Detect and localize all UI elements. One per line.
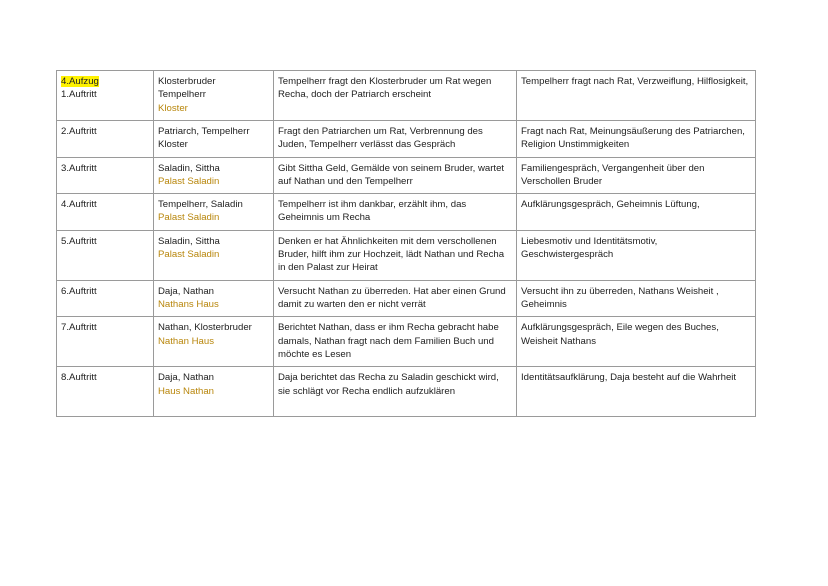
location-label: Kloster bbox=[158, 102, 188, 114]
auftritt-label: 5.Auftritt bbox=[61, 235, 97, 247]
location-label: Haus Nathan bbox=[158, 385, 214, 397]
person-line: Tempelherr bbox=[158, 89, 206, 101]
content-text: Berichtet Nathan, dass er ihm Recha gebracht habe damals, Nathan fragt nach dem Familien Buch und möchte es Lesen bbox=[278, 322, 499, 360]
person-line: Daja, Nathan bbox=[158, 372, 214, 384]
theme-cell bbox=[517, 317, 756, 367]
person-line: Tempelherr, Saladin bbox=[158, 199, 243, 211]
auftritt-cell bbox=[57, 71, 154, 121]
theme-cell bbox=[517, 71, 756, 121]
scene-overview-table bbox=[56, 70, 756, 417]
content-text: Versucht Nathan zu überreden. Hat aber einen Grund damit zu warten den er nicht verrät bbox=[278, 285, 506, 311]
persons-cell bbox=[154, 71, 274, 121]
auftritt-cell bbox=[57, 367, 154, 417]
person-line: Saladin, Sittha bbox=[158, 162, 220, 174]
table-row bbox=[57, 194, 756, 231]
auftritt-label: 6.Auftritt bbox=[61, 285, 97, 297]
theme-text: Versucht ihn zu überreden, Nathans Weisheit , Geheimnis bbox=[521, 285, 719, 311]
persons-cell bbox=[154, 367, 274, 417]
content-cell bbox=[274, 367, 517, 417]
theme-text: Tempelherr fragt nach Rat, Verzweiflung, Hilflosigkeit, bbox=[521, 76, 749, 87]
auftritt-label: 7.Auftritt bbox=[61, 322, 97, 334]
location-label: Nathans Haus bbox=[158, 299, 219, 311]
theme-cell bbox=[517, 280, 756, 317]
aufzug-label: 4.Aufzug bbox=[61, 76, 99, 87]
auftritt-label: 8.Auftritt bbox=[61, 372, 97, 384]
content-cell bbox=[274, 280, 517, 317]
person-line: Klosterbruder bbox=[158, 76, 216, 87]
auftritt-cell bbox=[57, 317, 154, 367]
table-row bbox=[57, 71, 756, 121]
theme-text: Fragt nach Rat, Meinungsäußerung des Patriarchen, Religion Unstimmigkeiten bbox=[521, 126, 745, 151]
person-line: Saladin, Sittha bbox=[158, 235, 220, 247]
auftritt-cell bbox=[57, 230, 154, 280]
person-line: Nathan, Klosterbruder bbox=[158, 322, 252, 334]
auftritt-cell bbox=[57, 194, 154, 231]
table-row bbox=[57, 121, 756, 158]
table-row bbox=[57, 317, 756, 367]
location-label: Palast Saladin bbox=[158, 175, 220, 187]
content-cell bbox=[274, 194, 517, 231]
table-row bbox=[57, 157, 756, 194]
persons-cell bbox=[154, 230, 274, 280]
content-text: Tempelherr fragt den Klosterbruder um Rat wegen Recha, doch der Patriarch erscheint bbox=[278, 76, 492, 101]
theme-text: Aufklärungsgespräch, Geheimnis Lüftung, bbox=[521, 199, 700, 211]
theme-text: Liebesmotiv und Identitätsmotiv, Geschwistergespräch bbox=[521, 235, 658, 261]
location-label: Palast Saladin bbox=[158, 212, 220, 224]
content-text: Daja berichtet das Recha zu Saladin geschickt wird, sie schlägt vor Recha endlich aufzuklären bbox=[278, 372, 499, 397]
person-line: Patriarch, Tempelherr bbox=[158, 126, 250, 137]
auftritt-cell bbox=[57, 157, 154, 194]
auftritt-cell bbox=[57, 121, 154, 158]
table-row bbox=[57, 230, 756, 280]
theme-text: Identitätsaufklärung, Daja besteht auf die Wahrheit bbox=[521, 372, 737, 384]
content-cell bbox=[274, 230, 517, 280]
theme-cell bbox=[517, 367, 756, 417]
persons-cell bbox=[154, 157, 274, 194]
content-text: Gibt Sittha Geld, Gemälde von seinem Bruder, wartet auf Nathan und den Tempelherr bbox=[278, 162, 505, 187]
person-line: Daja, Nathan bbox=[158, 285, 214, 297]
persons-cell bbox=[154, 317, 274, 367]
theme-text: Familiengespräch, Vergangenheit über den Verschollen Bruder bbox=[521, 162, 705, 187]
content-text: Fragt den Patriarchen um Rat, Verbrennung des Juden, Tempelherr verlässt das Gespräch bbox=[278, 126, 483, 151]
auftritt-cell bbox=[57, 280, 154, 317]
auftritt-label: 1.Auftritt bbox=[61, 89, 97, 101]
persons-cell bbox=[154, 280, 274, 317]
persons-cell bbox=[154, 121, 274, 158]
location-label: Palast Saladin bbox=[158, 249, 220, 261]
content-cell bbox=[274, 317, 517, 367]
content-cell bbox=[274, 71, 517, 121]
theme-cell bbox=[517, 194, 756, 231]
auftritt-label: 4.Auftritt bbox=[61, 199, 97, 211]
auftritt-label: 3.Auftritt bbox=[61, 162, 97, 174]
theme-cell bbox=[517, 157, 756, 194]
persons-cell bbox=[154, 194, 274, 231]
location-label: Nathan Haus bbox=[158, 335, 214, 347]
theme-cell bbox=[517, 121, 756, 158]
theme-cell bbox=[517, 230, 756, 280]
theme-text: Aufklärungsgespräch, Eile wegen des Buches, Weisheit Nathans bbox=[521, 322, 719, 347]
table-row bbox=[57, 367, 756, 417]
auftritt-label: 2.Auftritt bbox=[61, 126, 97, 137]
person-line: Kloster bbox=[158, 139, 188, 151]
content-cell bbox=[274, 121, 517, 158]
content-cell bbox=[274, 157, 517, 194]
content-text: Denken er hat Ähnlichkeiten mit dem verschollenen Bruder, hilft ihm zur Hochzeit, lädt Nathan und Recha in den Palast zur Heirat bbox=[278, 235, 505, 274]
content-text: Tempelherr ist ihm dankbar, erzählt ihm, das Geheimnis um Recha bbox=[278, 199, 467, 224]
table-row bbox=[57, 280, 756, 317]
